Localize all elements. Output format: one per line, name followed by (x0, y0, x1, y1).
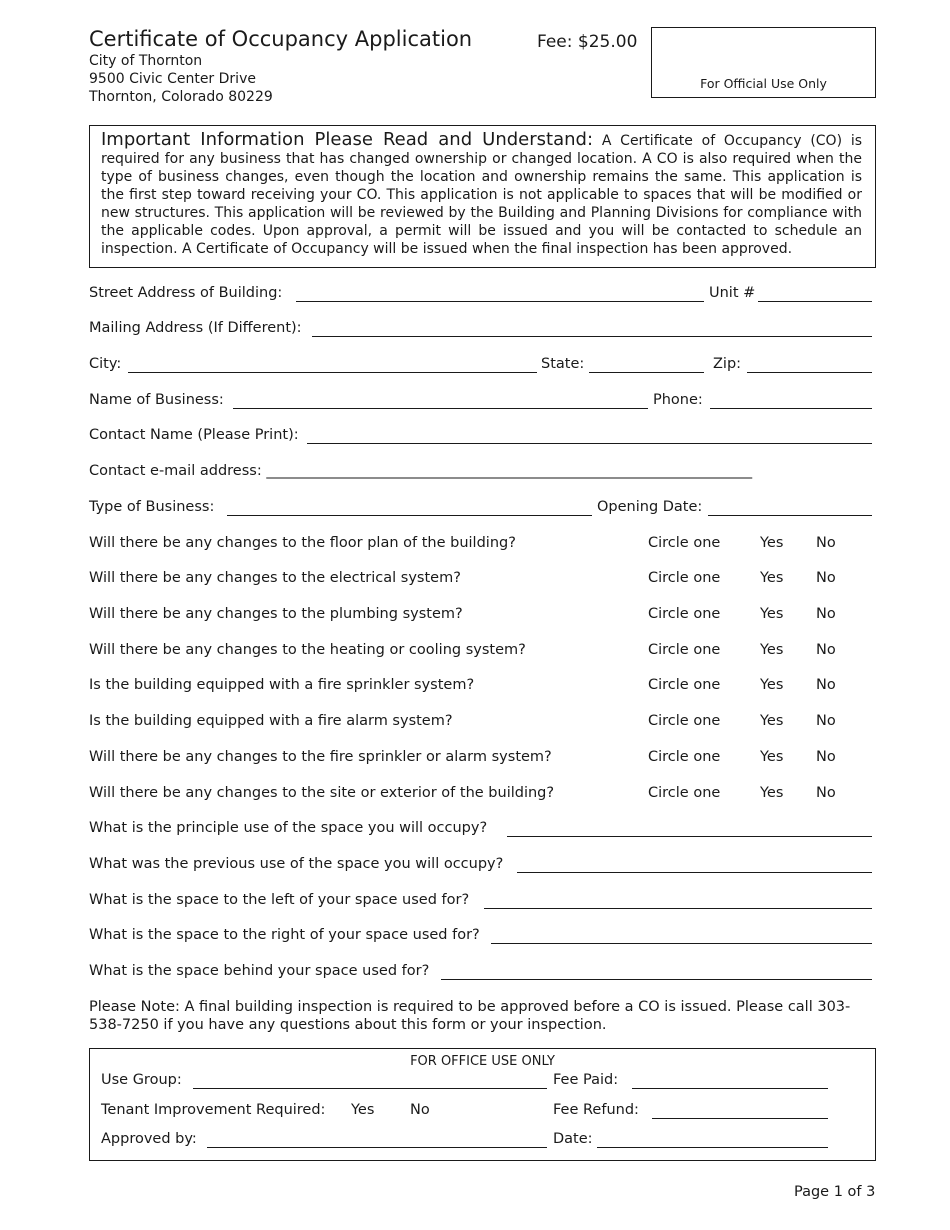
yes-option[interactable]: Yes (760, 749, 784, 765)
official-use-label: For Official Use Only (700, 76, 827, 91)
business-type-field[interactable] (227, 515, 592, 516)
circle-one-label: Circle one (648, 677, 721, 693)
city-field[interactable] (128, 372, 537, 373)
no-option[interactable]: No (816, 570, 836, 586)
fee-paid-label: Fee Paid: (553, 1072, 619, 1088)
city-label: City: (89, 356, 122, 372)
business-name-field[interactable] (233, 408, 648, 409)
previous-use-field[interactable] (517, 872, 872, 873)
important-info-text (101, 131, 862, 258)
behind-space-field[interactable] (441, 979, 872, 980)
tenant-improvement-yes[interactable]: Yes (351, 1102, 375, 1118)
circle-one-label: Circle one (648, 606, 721, 622)
no-option[interactable]: No (816, 606, 836, 622)
circle-one-label: Circle one (648, 535, 721, 551)
question-text: Will there be any changes to the heating or cooling system? (89, 642, 526, 658)
phone-label: Phone: (653, 392, 703, 408)
question-text: Will there be any changes to the plumbing system? (89, 606, 463, 622)
use-group-field[interactable] (193, 1088, 547, 1089)
important-info-heading: Important Information Please Read and Understand: (101, 129, 594, 150)
org-name: City of Thornton (89, 53, 203, 69)
unit-field[interactable] (758, 301, 872, 302)
org-address-line1: 9500 Civic Center Drive (89, 71, 256, 87)
principle-use-label: What is the principle use of the space you will occupy? (89, 820, 488, 836)
yes-option[interactable]: Yes (760, 785, 784, 801)
office-use-title: FOR OFFICE USE ONLY (410, 1054, 555, 1069)
form-title: Certificate of Occupancy Application (89, 27, 473, 51)
no-option[interactable]: No (816, 749, 836, 765)
question-text: Is the building equipped with a fire alarm system? (89, 713, 453, 729)
official-use-box (651, 27, 876, 98)
zip-field[interactable] (747, 372, 872, 373)
right-space-field[interactable] (491, 943, 872, 944)
use-group-label: Use Group: (101, 1072, 182, 1088)
no-option[interactable]: No (816, 535, 836, 551)
tenant-improvement-no[interactable]: No (410, 1102, 430, 1118)
page-number: Page 1 of 3 (794, 1184, 876, 1200)
date-field[interactable] (597, 1147, 828, 1148)
unit-label: Unit # (709, 285, 756, 301)
previous-use-label: What was the previous use of the space you will occupy? (89, 856, 504, 872)
fee-refund-field[interactable] (652, 1118, 828, 1119)
state-field[interactable] (589, 372, 704, 373)
state-label: State: (541, 356, 585, 372)
street-address-label: Street Address of Building: (89, 285, 283, 301)
business-name-label: Name of Business: (89, 392, 224, 408)
principle-use-field[interactable] (507, 836, 872, 837)
fee-refund-label: Fee Refund: (553, 1102, 639, 1118)
org-address-line2: Thornton, Colorado 80229 (89, 89, 273, 105)
question-text: Is the building equipped with a fire sprinkler system? (89, 677, 475, 693)
yes-option[interactable]: Yes (760, 570, 784, 586)
please-note-text: Please Note: A final building inspection is required to be approved before a CO is issued. Please call 303-538-7250 if you have any questions about this form or your inspection. (89, 999, 851, 1033)
date-label: Date: (553, 1131, 593, 1147)
mailing-address-label: Mailing Address (If Different): (89, 320, 302, 336)
left-space-field[interactable] (484, 908, 872, 909)
yes-option[interactable]: Yes (760, 606, 784, 622)
yes-option[interactable]: Yes (760, 535, 784, 551)
behind-space-label: What is the space behind your space used for? (89, 963, 430, 979)
contact-name-label: Contact Name (Please Print): (89, 427, 299, 443)
no-option[interactable]: No (816, 642, 836, 658)
no-option[interactable]: No (816, 713, 836, 729)
question-text: Will there be any changes to the electrical system? (89, 570, 461, 586)
circle-one-label: Circle one (648, 713, 721, 729)
business-type-label: Type of Business: (89, 499, 215, 515)
circle-one-label: Circle one (648, 570, 721, 586)
circle-one-label: Circle one (648, 785, 721, 801)
approved-by-field[interactable] (207, 1147, 547, 1148)
contact-email-field[interactable]: Contact e-mail address: ___________________________________________________________________ (89, 463, 753, 479)
yes-option[interactable]: Yes (760, 642, 784, 658)
opening-date-field[interactable] (708, 515, 872, 516)
mailing-address-field[interactable] (312, 336, 872, 337)
fee-paid-field[interactable] (632, 1088, 828, 1089)
approved-by-label: Approved by: (101, 1131, 197, 1147)
fee-label: Fee: $25.00 (537, 32, 638, 52)
street-address-field[interactable] (296, 301, 704, 302)
circle-one-label: Circle one (648, 642, 721, 658)
no-option[interactable]: No (816, 785, 836, 801)
opening-date-label: Opening Date: (597, 499, 703, 515)
important-info-body: A Certificate of Occupancy (CO) is required for any business that has changed ownership or changed location. A CO is also required when the type of business changes, even though the location and ownership remains the same. This application is the first step toward receiving your CO. This application is not applicable to spaces that will be modified or new structures. This application will be reviewed by the Building and Planning Divisions for compliance with the applicable codes. Upon approval, a permit will be issued and you will be contacted to schedule an inspection. A Certificate of Occupancy will be issued when the final inspection has been approved. (101, 133, 862, 257)
yes-option[interactable]: Yes (760, 713, 784, 729)
left-space-label: What is the space to the left of your space used for? (89, 892, 470, 908)
contact-name-field[interactable] (307, 443, 872, 444)
tenant-improvement-label: Tenant Improvement Required: (101, 1102, 326, 1118)
zip-label: Zip: (713, 356, 742, 372)
right-space-label: What is the space to the right of your space used for? (89, 927, 480, 943)
question-text: Will there be any changes to the site or exterior of the building? (89, 785, 555, 801)
phone-field[interactable] (710, 408, 872, 409)
question-text: Will there be any changes to the floor plan of the building? (89, 535, 516, 551)
yes-option[interactable]: Yes (760, 677, 784, 693)
no-option[interactable]: No (816, 677, 836, 693)
question-text: Will there be any changes to the fire sprinkler or alarm system? (89, 749, 552, 765)
circle-one-label: Circle one (648, 749, 721, 765)
